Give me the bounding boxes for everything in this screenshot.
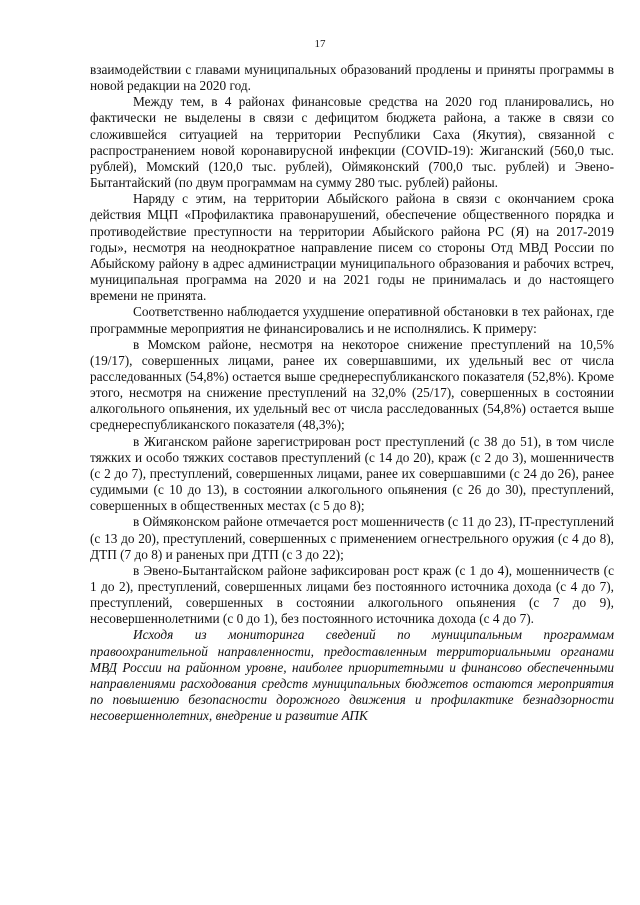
paragraph: Между тем, в 4 районах финансовые средства на 2020 год планировались, но фактически не выделены в связи с дефицитом бюджета района, а также в связи со сложившейся ситуацией на территории Республики Саха (Якутия), связанной с распространением новой коронавирусной инфекции (COVID-19): Жиганский (560,0 тыс. рублей), Момский (120,0 тыс. рублей), Оймяконский (700,0 тыс. рублей) и Эвено-Бытантайский (по двум программам на сумму 280 тыс. рублей) районы. <box>90 94 614 191</box>
paragraph: Исходя из мониторинга сведений по муниципальным программам правоохранительной направленности, предоставленным территориальными органами МВД России на районном уровне, наиболее приоритетными и финансово обеспеченными направлениями расходования средств муниципальных бюджетов остаются мероприятия по повышению безопасности дорожного движения и профилактике безнадзорности несовершеннолетних, внедрение и развитие АПК <box>90 627 614 724</box>
document-body <box>90 62 614 724</box>
paragraph: Наряду с этим, на территории Абыйского района в связи с окончанием срока действия МЦП «Профилактика правонарушений, обеспечение общественного порядка и противодействие преступности на территории Абыйского района РС (Я) на 2017-2019 годы», несмотря на неоднократное направление писем со стороны Отд МВД России по Абыйскому району в адрес администрации муниципального образования и рабочих встреч, муниципальная программа на 2020 и на 2021 годы не принималась и до настоящего времени не принята. <box>90 191 614 304</box>
paragraph: в Момском районе, несмотря на некоторое снижение преступлений на 10,5% (19/17), совершенных лицами, ранее их совершавшими, их удельный вес от числа расследованных (54,8%) остается выше среднереспубликанского показателя (52,8%). Кроме этого, несмотря на снижение преступлений на 32,0% (25/17), совершенных в состоянии алкогольного опьянения, их удельный вес от числа расследованных (54,8%) остается выше среднереспубликанского показателя (48,3%); <box>90 336 614 433</box>
page-number: 17 <box>314 38 326 50</box>
paragraph: в Оймяконском районе отмечается рост мошенничеств (с 11 до 23), IT-преступлений (с 13 до 20), преступлений, совершенных с применением огнестрельного оружия (с 4 до 8), ДТП (7 до 8) и раненых при ДТП (с 3 до 22); <box>90 514 614 562</box>
paragraph: в Жиганском районе зарегистрирован рост преступлений (с 38 до 51), в том числе тяжких и особо тяжких составов преступлений (с 14 до 20), краж (с 2 до 3), мошенничеств (с 2 до 7), преступлений, совершенных лицами, ранее их совершавшими (с 24 до 26), ранее судимыми (с 10 до 13), в состоянии алкогольного опьянения (с 26 до 30), преступлений, совершенных в общественных местах (с 5 до 8); <box>90 433 614 514</box>
paragraph: в Эвено-Бытантайском районе зафиксирован рост краж (с 1 до 4), мошенничеств (с 1 до 2), преступлений, совершенных лицами без постоянного источника дохода (с 4 до 7), преступлений, совершенных в состоянии алкогольного опьянения (с 7 до 9), несовершеннолетними (с 0 до 1), без постоянного источника дохода (с 4 до 7). <box>90 562 614 627</box>
paragraph: Соответственно наблюдается ухудшение оперативной обстановки в тех районах, где программные мероприятия не финансировались и не исполнялись. К примеру: <box>90 304 614 336</box>
paragraph: взаимодействии с главами муниципальных образований продлены и приняты программы в новой редакции на 2020 год. <box>90 62 614 94</box>
